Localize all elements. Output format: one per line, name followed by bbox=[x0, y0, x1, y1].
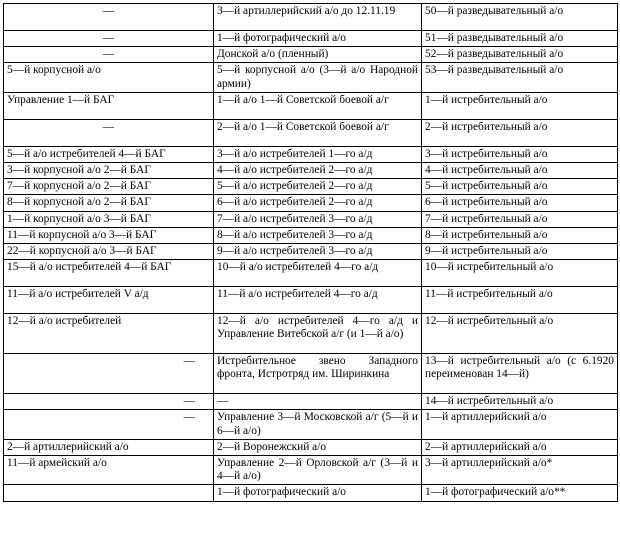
units-table bbox=[3, 3, 618, 502]
cell-col1: 12—й а/о истребителей bbox=[4, 314, 214, 354]
table-row bbox=[4, 163, 618, 179]
cell-col2: 2—й Воронежский а/о bbox=[214, 439, 422, 455]
table-row bbox=[4, 195, 618, 211]
cell-col1: 1—й корпусной а/о 3—й БАГ bbox=[4, 211, 214, 227]
cell-col2: 10—й а/о истребителей 4—го а/д bbox=[214, 260, 422, 287]
cell-col1: 11—й а/о истребителей V а/д bbox=[4, 287, 214, 314]
cell-col3: 1—й фотографический а/о** bbox=[422, 485, 618, 501]
cell-col1: 15—й а/о истребителей 4—й БАГ bbox=[4, 260, 214, 287]
cell-col1: 11—й корпусной а/о 3—й БАГ bbox=[4, 227, 214, 243]
cell-col2: 1—й фотографический а/о bbox=[214, 485, 422, 501]
table-row bbox=[4, 227, 618, 243]
cell-col2: 8—й а/о истребителей 3—го а/д bbox=[214, 227, 422, 243]
cell-col3: 7—й истребительный а/о bbox=[422, 211, 618, 227]
cell-col2: Управление 2—й Орловской а/г (3—й и 4—й а/о) bbox=[214, 456, 422, 485]
cell-col3: 5—й истребительный а/о bbox=[422, 179, 618, 195]
cell-col3: 9—й истребительный а/о bbox=[422, 244, 618, 260]
table-row bbox=[4, 354, 618, 394]
table-row bbox=[4, 394, 618, 410]
cell-col3: 3—й артиллерийский а/о* bbox=[422, 456, 618, 485]
cell-col2: 4—й а/о истребителей 2—го а/д bbox=[214, 163, 422, 179]
cell-col3: 10—й истребительный а/о bbox=[422, 260, 618, 287]
cell-col3: 53—й разведывательный а/о bbox=[422, 63, 618, 92]
cell-col2: 3—й артиллерийский а/о до 12.11.19 bbox=[214, 4, 422, 31]
cell-col3: 11—й истребительный а/о bbox=[422, 287, 618, 314]
table-row bbox=[4, 92, 618, 119]
cell-col1: — bbox=[4, 394, 214, 410]
cell-col3: 3—й истребительный а/о bbox=[422, 146, 618, 162]
cell-col1: — bbox=[4, 119, 214, 146]
cell-col2: Управление 3—й Московской а/г (5—й и 6—й а/о) bbox=[214, 410, 422, 439]
cell-col2: 3—й а/о истребителей 1—го а/д bbox=[214, 146, 422, 162]
cell-col1: — bbox=[4, 47, 214, 63]
table-row bbox=[4, 31, 618, 47]
cell-col2: 6—й а/о истребителей 2—го а/д bbox=[214, 195, 422, 211]
table-row bbox=[4, 439, 618, 455]
cell-col1: — bbox=[4, 354, 214, 394]
cell-col1: — bbox=[4, 4, 214, 31]
cell-col1: Управление 1—й БАГ bbox=[4, 92, 214, 119]
cell-col3: 52—й разведывательный а/о bbox=[422, 47, 618, 63]
table-row bbox=[4, 119, 618, 146]
cell-col2: 2—й а/о 1—й Советской боевой а/г bbox=[214, 119, 422, 146]
cell-col1: 22—й корпусной а/о 3—й БАГ bbox=[4, 244, 214, 260]
cell-col1: 5—й корпусной а/о bbox=[4, 63, 214, 92]
cell-col3: 1—й артиллерийский а/о bbox=[422, 410, 618, 439]
cell-col2: Донской а/о (пленный) bbox=[214, 47, 422, 63]
cell-col2: 5—й корпусной а/о (3—й а/о Народной армии) bbox=[214, 63, 422, 92]
cell-col3: 1—й истребительный а/о bbox=[422, 92, 618, 119]
table-row bbox=[4, 146, 618, 162]
cell-col2: 5—й а/о истребителей 2—го а/д bbox=[214, 179, 422, 195]
table-row bbox=[4, 410, 618, 439]
cell-col2: Истребительное звено Западного фронта, Истротряд им. Ширинкина bbox=[214, 354, 422, 394]
cell-col1: 2—й артиллерийский а/о bbox=[4, 439, 214, 455]
cell-col2: — bbox=[214, 394, 422, 410]
cell-col2: 1—й а/о 1—й Советской боевой а/г bbox=[214, 92, 422, 119]
cell-col2: 12—й а/о истребителей 4—го а/д и Управление Витебской а/г (и 1—й а/о) bbox=[214, 314, 422, 354]
cell-col3: 50—й разведывательный а/о bbox=[422, 4, 618, 31]
table-row bbox=[4, 4, 618, 31]
cell-col2: 7—й а/о истребителей 3—го а/д bbox=[214, 211, 422, 227]
cell-col3: 4—й истребительный а/о bbox=[422, 163, 618, 179]
cell-col3: 51—й разведывательный а/о bbox=[422, 31, 618, 47]
table-row bbox=[4, 314, 618, 354]
table-row bbox=[4, 485, 618, 501]
cell-col1: — bbox=[4, 31, 214, 47]
cell-col2: 1—й фотографический а/о bbox=[214, 31, 422, 47]
cell-col2: 9—й а/о истребителей 3—го а/д bbox=[214, 244, 422, 260]
table-row bbox=[4, 211, 618, 227]
cell-col3: 8—й истребительный а/о bbox=[422, 227, 618, 243]
cell-col3: 2—й истребительный а/о bbox=[422, 119, 618, 146]
cell-col2: 11—й а/о истребителей 4—го а/д bbox=[214, 287, 422, 314]
table-row bbox=[4, 287, 618, 314]
cell-col3: 6—й истребительный а/о bbox=[422, 195, 618, 211]
table-row bbox=[4, 260, 618, 287]
table-row bbox=[4, 456, 618, 485]
cell-col3: 2—й артиллерийский а/о bbox=[422, 439, 618, 455]
cell-col1: — bbox=[4, 410, 214, 439]
table-row bbox=[4, 179, 618, 195]
cell-col3: 12—й истребительный а/о bbox=[422, 314, 618, 354]
cell-col1: 7—й корпусной а/о 2—й БАГ bbox=[4, 179, 214, 195]
cell-col1 bbox=[4, 485, 214, 501]
table-row bbox=[4, 244, 618, 260]
cell-col3: 14—й истребительный а/о bbox=[422, 394, 618, 410]
cell-col1: 5—й а/о истребителей 4—й БАГ bbox=[4, 146, 214, 162]
table-row bbox=[4, 63, 618, 92]
cell-col1: 3—й корпусной а/о 2—й БАГ bbox=[4, 163, 214, 179]
cell-col1: 11—й армейский а/о bbox=[4, 456, 214, 485]
cell-col3: 13—й истребительный а/о (с 6.1920 переименован 14—й) bbox=[422, 354, 618, 394]
table-row bbox=[4, 47, 618, 63]
cell-col1: 8—й корпусной а/о 2—й БАГ bbox=[4, 195, 214, 211]
